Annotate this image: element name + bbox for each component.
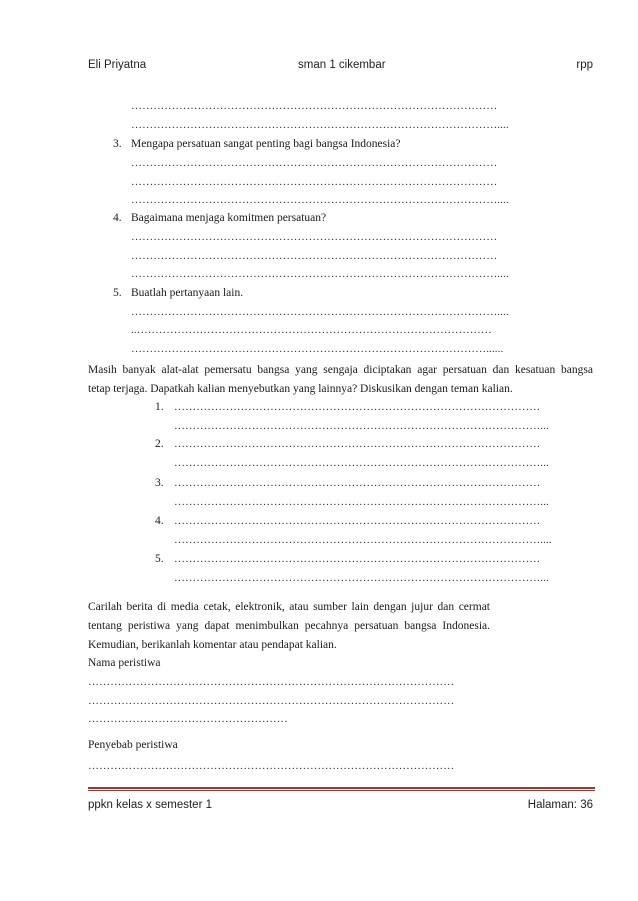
answer-line: ……………………………………………………………………………………….... [131, 194, 509, 206]
footer-course: ppkn kelas x semester 1 [88, 799, 213, 811]
question-text: Bagaimana menjaga komitmen persatuan? [131, 212, 327, 224]
question-number: 3. [113, 138, 122, 150]
paragraph-line: tetap terjaga. Dapatkah kalian menyebutkan yang lainnya? Diskusikan dengan teman kalian. [88, 383, 513, 395]
header-doc-type: rpp [576, 59, 593, 71]
answer-line: ……………………………………………………………………………………… [88, 676, 455, 688]
answer-line: ……………………………………………………………………………………….... [131, 306, 509, 318]
page-footer [88, 799, 593, 815]
answer-line: ……………………………………………………………………………………… [131, 176, 498, 188]
answer-line: ……………………………………………………………………………………… [131, 157, 498, 169]
answer-line: ……………………………………………………………………………………… [174, 438, 541, 450]
answer-line: ……………………………………………………………………………………...... [131, 343, 504, 355]
header-author: Eli Priyatna [88, 59, 147, 71]
answer-line: ……………………………………………………………………………………… [131, 231, 498, 243]
page-number: Halaman: 36 [527, 799, 593, 811]
question-text: Buatlah pertanyaan lain. [131, 287, 244, 299]
list-number: 5. [155, 553, 164, 565]
list-number: 4. [155, 515, 164, 527]
news-task-paragraph [88, 598, 490, 655]
answer-line: ……………………………………………………………………………………… [174, 553, 541, 565]
paragraph-line: Masih banyak alat-alat pemersatu bangsa yang sengaja diciptakan agar persatuan dan kesatuan bangsa [88, 364, 593, 376]
answer-line: ……………………………………………………………………………………….... [131, 119, 509, 131]
event-name-label: Nama peristiwa [88, 657, 161, 669]
answer-line: ……………………………………………………………………………………… [174, 515, 541, 527]
answer-line: ……………………………………………………………………………………… [174, 477, 541, 489]
answer-line: ………………………………………………………………………………………... [174, 572, 549, 584]
answer-line: ……………………………………………………………………………………… [131, 100, 498, 112]
question-number: 5. [113, 287, 122, 299]
footer-divider [88, 787, 595, 791]
answer-line: ……………………………………………… [88, 713, 288, 725]
list-number: 2. [155, 438, 164, 450]
answer-line: ……………………………………………………………………………………….... [174, 534, 552, 546]
page-header [88, 59, 593, 75]
paragraph-line: Carilah berita di media cetak, elektronik, atau sumber lain dengan jujur dan cermat [88, 601, 490, 613]
header-school: sman 1 cikembar [298, 59, 386, 71]
answer-line: ………………………………………………………………………………………... [174, 420, 549, 432]
question-text: Mengapa persatuan sangat penting bagi bangsa Indonesia? [131, 138, 401, 150]
paragraph-line: Kemudian, berikanlah komentar atau pendapat kalian. [88, 639, 337, 651]
event-cause-label: Penyebab peristiwa [88, 739, 178, 751]
answer-line: ……………………………………………………………………………………….... [131, 268, 509, 280]
paragraph-line: tentang peristiwa yang dapat menimbulkan pecahnya persatuan bangsa Indonesia. [88, 620, 490, 632]
list-number: 1. [155, 401, 164, 413]
answer-line: ………………………………………………………………………………………... [174, 496, 549, 508]
answer-line: ……………………………………………………………………………………… [174, 401, 541, 413]
answer-line: ………………………………………………………………………………………... [174, 457, 549, 469]
question-number: 4. [113, 212, 122, 224]
answer-line: ..…………………………………………………………………………………… [131, 324, 492, 336]
list-number: 3. [155, 477, 164, 489]
discussion-paragraph [88, 361, 593, 399]
answer-line: ……………………………………………………………………………………… [88, 760, 455, 772]
answer-line: ……………………………………………………………………………………… [88, 695, 455, 707]
answer-line: ……………………………………………………………………………………… [131, 250, 498, 262]
